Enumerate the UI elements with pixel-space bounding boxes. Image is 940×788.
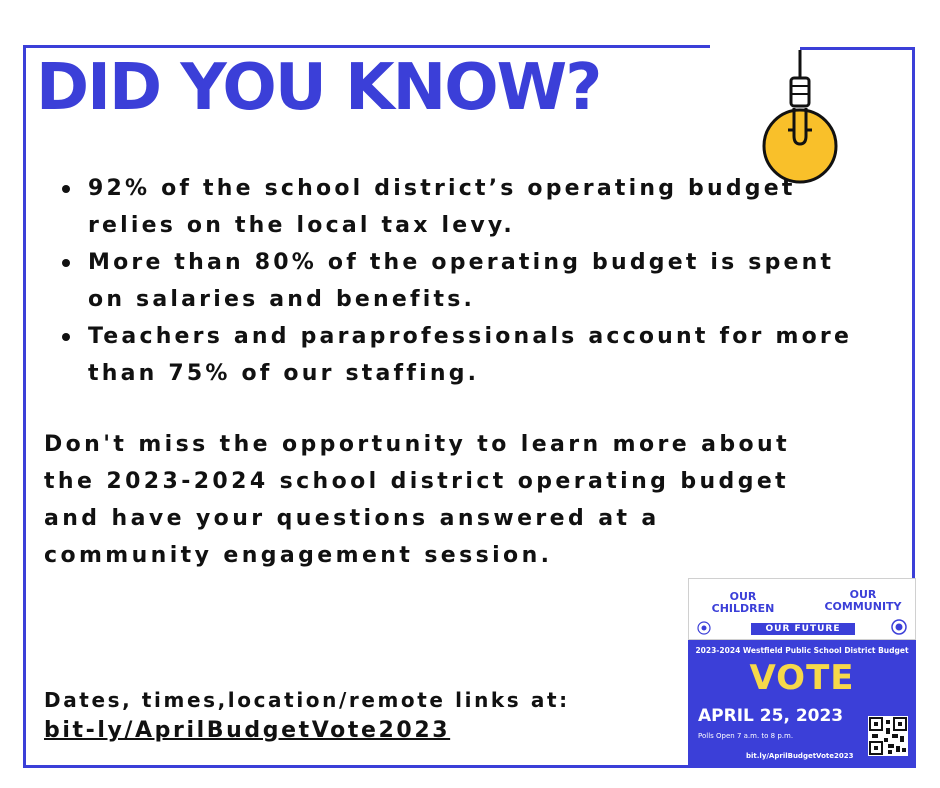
list-item: 92% of the school district’s operating budget relies on the local tax levy. — [60, 170, 860, 244]
dates-line: Dates, times,location/remote links at: — [44, 688, 570, 712]
district-seal-icon — [697, 621, 711, 635]
flyer-header — [688, 578, 916, 640]
frame-left-border — [23, 45, 26, 767]
flyer-body — [688, 640, 916, 768]
district-seal-icon — [891, 619, 907, 635]
our-community-text: OUR COMMUNITY — [824, 588, 902, 613]
light-bulb-icon — [755, 50, 845, 190]
facts-list — [60, 170, 860, 392]
frame-bottom-border — [23, 765, 688, 768]
vote-date: APRIL 25, 2023 — [698, 706, 844, 726]
info-paragraph: Don't miss the opportunity to learn more about the 2023-2024 school district operating budget and have your questions answered at a community engagement session. — [44, 432, 791, 568]
qr-code-icon — [868, 716, 908, 756]
polls-hours: Polls Open 7 a.m. to 8 p.m. — [698, 732, 794, 740]
our-future-banner: OUR FUTURE — [751, 623, 855, 635]
vote-heading: VOTE — [749, 658, 855, 698]
budget-title: 2023-2024 Westfield Public School District Budget — [695, 646, 909, 655]
budget-vote-link[interactable]: bit-ly/AprilBudgetVote2023 — [44, 718, 451, 743]
list-item: More than 80% of the operating budget is spent on salaries and benefits. — [60, 244, 860, 318]
page-title: DID YOU KNOW? — [36, 51, 601, 125]
our-children-text: OUR CHILDREN — [711, 590, 775, 615]
vote-flyer — [688, 578, 916, 768]
list-item: Teachers and paraprofessionals account for more than 75% of our staffing. — [60, 318, 860, 392]
frame-top-border — [23, 45, 710, 48]
flyer-url: bit.ly/AprilBudgetVote2023 — [746, 752, 854, 760]
